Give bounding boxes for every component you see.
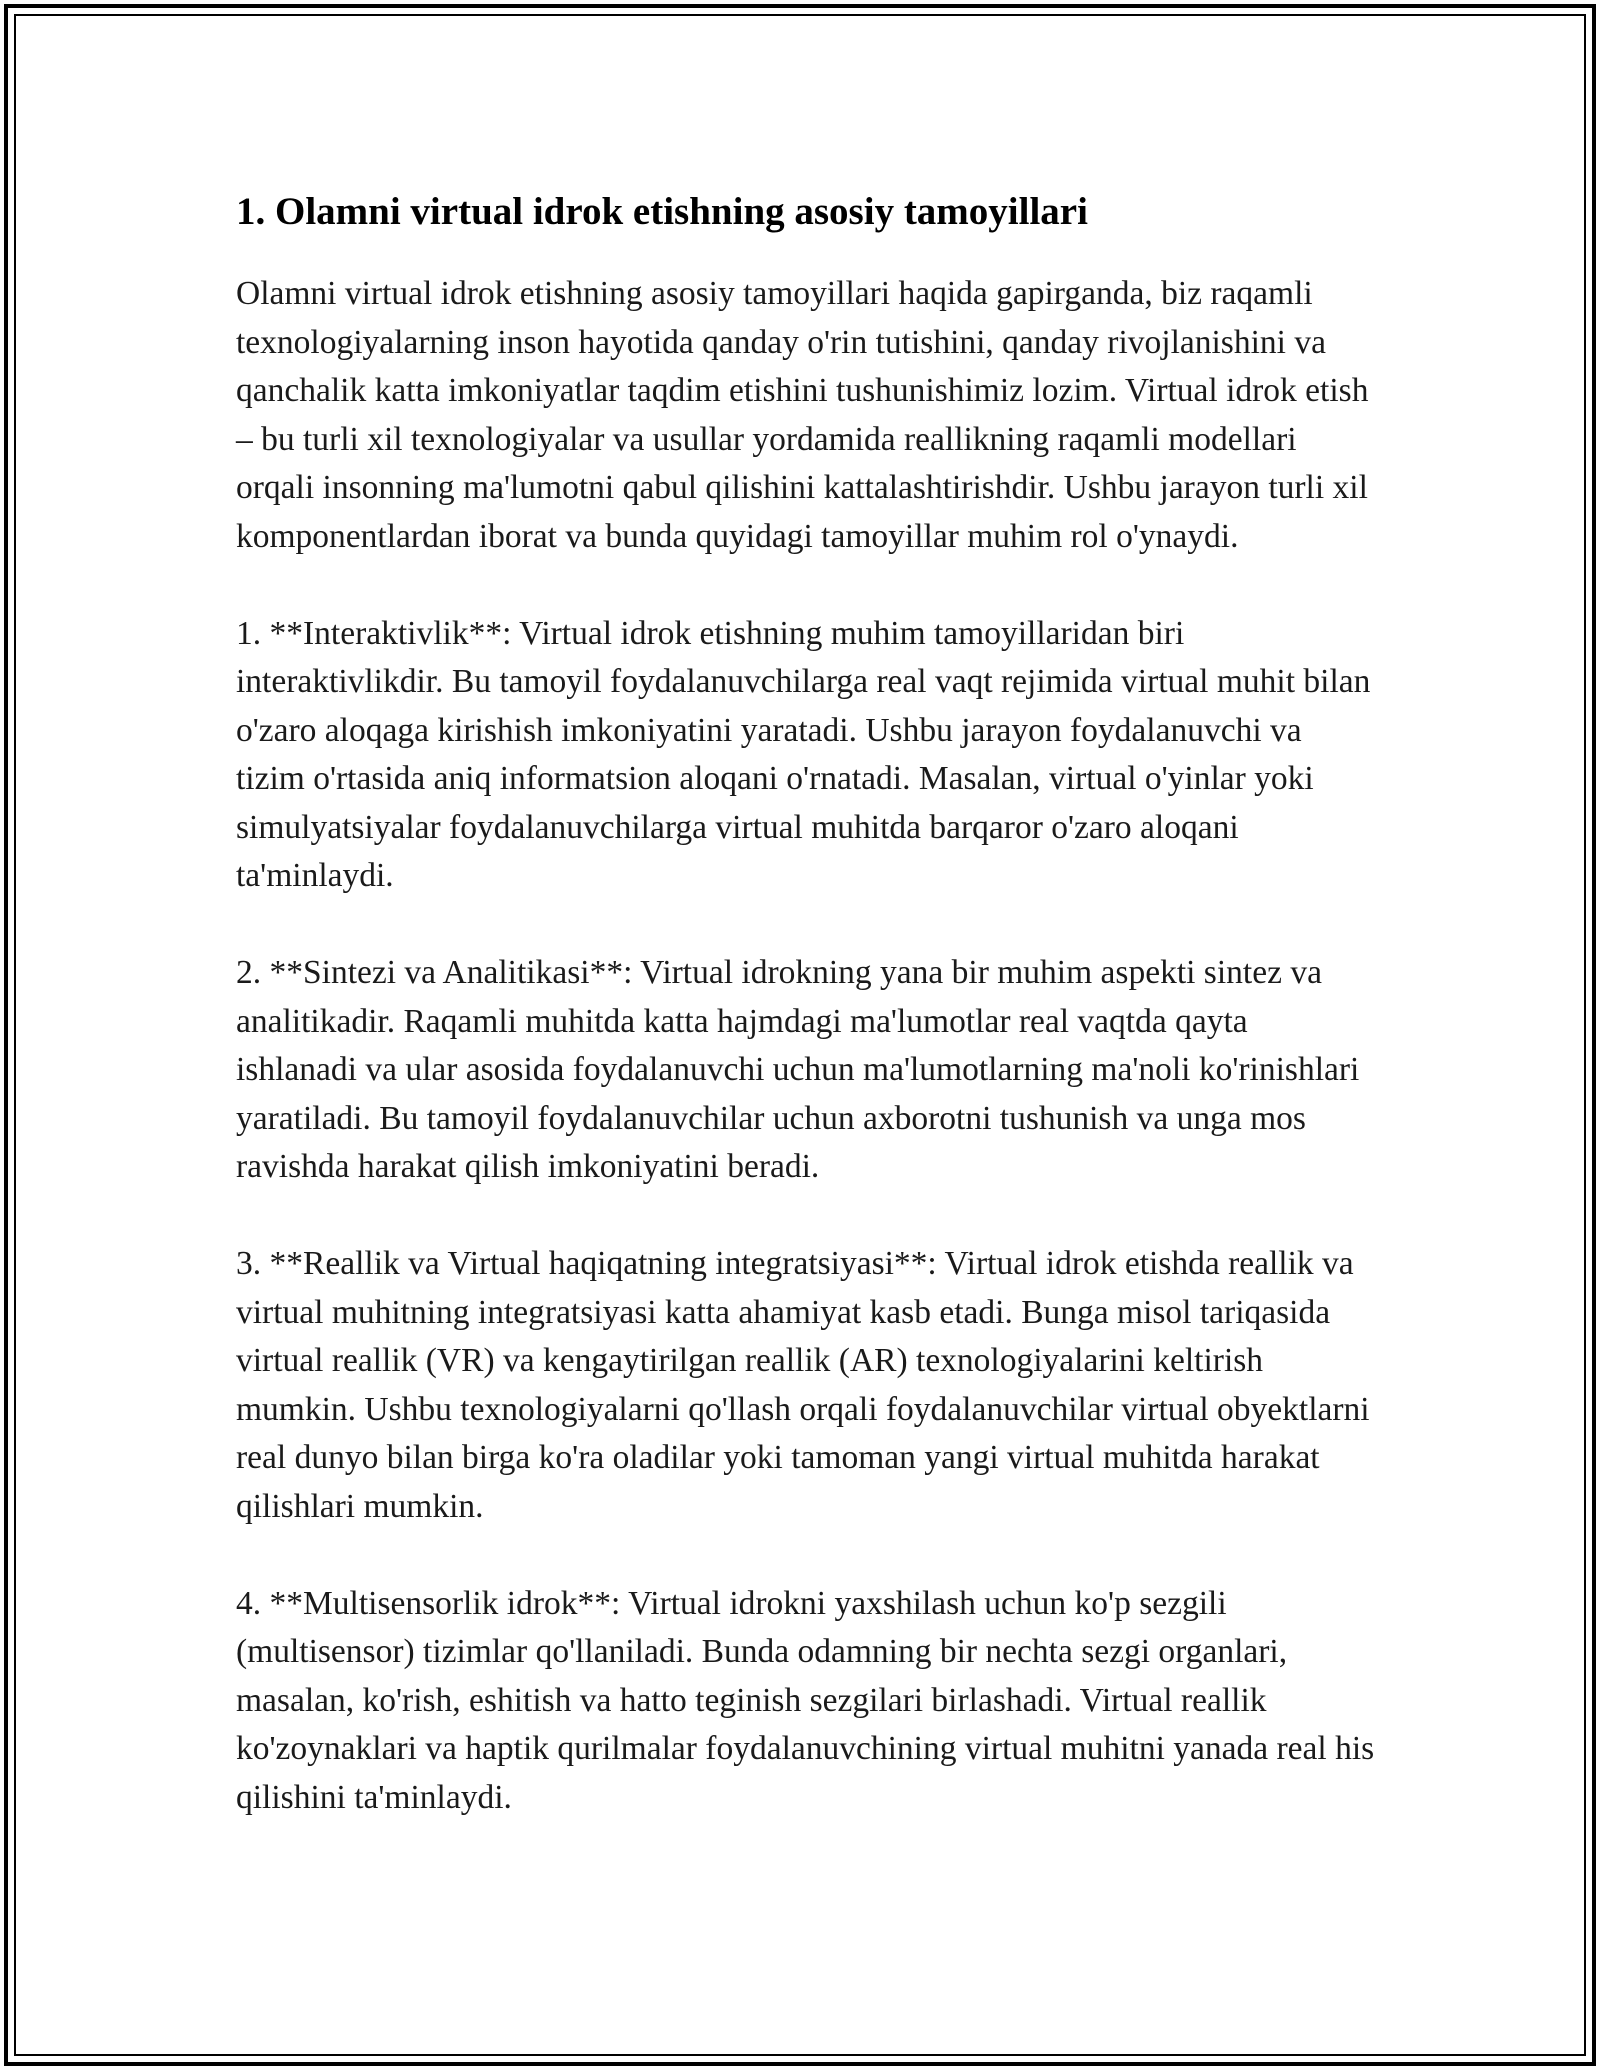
principle-reality-virtual-integration: 3. **Reallik va Virtual haqiqatning integratsiyasi**: Virtual idrok etishda reallik va virtual muhitning integratsiyasi katta ahamiyat kasb etadi. Bunga misol tariqasida virtual reallik (VR) va kengaytirilgan reallik (AR) texnologiyalarini keltirish mumkin. Ushbu texnologiyalarni qo'llash orqali foydalanuvchilar virtual obyektlarni real dunyo bilan birga ko'ra oladilar yoki tamoman yangi virtual muhitda harakat qilishlari mumkin. (236, 1245, 1370, 1525)
intro-paragraph: Olamni virtual idrok etishning asosiy tamoyillari haqida gapirganda, biz raqamli texnologiyalarning inson hayotida qanday o'rin tutishini, qanday rivojlanishini va qanchalik katta imkoniyatlar taqdim etishini tushunishimiz lozim. Virtual idrok etish – bu turli xil texnologiyalar va usullar yordamida reallikning raqamli modellari orqali insonning ma'lumotni qabul qilishini kattalashtirishdir. Ushbu jarayon turli xil komponentlardan iborat va bunda quyidagi tamoyillar muhim rol o'ynaydi. (236, 275, 1369, 555)
principle-synthesis-analytics: 2. **Sintezi va Analitikasi**: Virtual idrokning yana bir muhim aspekti sintez va analitikadir. Raqamli muhitda katta hajmdagi ma'lumotlar real vaqtda qayta ishlanadi va ular asosida foydalanuvchi uchun ma'lumotlarning ma'noli ko'rinishlari yaratiladi. Bu tamoyil foydalanuvchilar uchun axborotni tushunish va unga mos ravishda harakat qilish imkoniyatini beradi. (236, 954, 1360, 1185)
principle-interactivity: 1. **Interaktivlik**: Virtual idrok etishning muhim tamoyillaridan biri interaktivlikdir. Bu tamoyil foydalanuvchilarga real vaqt rejimida virtual muhit bilan o'zaro aloqaga kirishish imkoniyatini yaratadi. Ushbu jarayon foydalanuvchi va tizim o'rtasida aniq informatsion aloqani o'rnatadi. Masalan, virtual o'yinlar yoki simulyatsiyalar foydalanuvchilarga virtual muhitda barqaror o'zaro aloqani ta'minlaydi. (236, 614, 1371, 894)
principle-multisensory: 4. **Multisensorlik idrok**: Virtual idrokni yaxshilash uchun ko'p sezgili (multisensor) tizimlar qo'llaniladi. Bunda odamning bir nechta sezgi organlari, masalan, ko'rish, eshitish va hatto teginish sezgilari birlashadi. Virtual reallik ko'zoynaklari va haptik qurilmalar foydalanuvchining virtual muhitni yanada real his qilishini ta'minlaydi. (236, 1584, 1375, 1816)
section-heading: 1. Olamni virtual idrok etishning asosiy tamoyillari (236, 190, 1088, 233)
document-body (236, 186, 1376, 1871)
